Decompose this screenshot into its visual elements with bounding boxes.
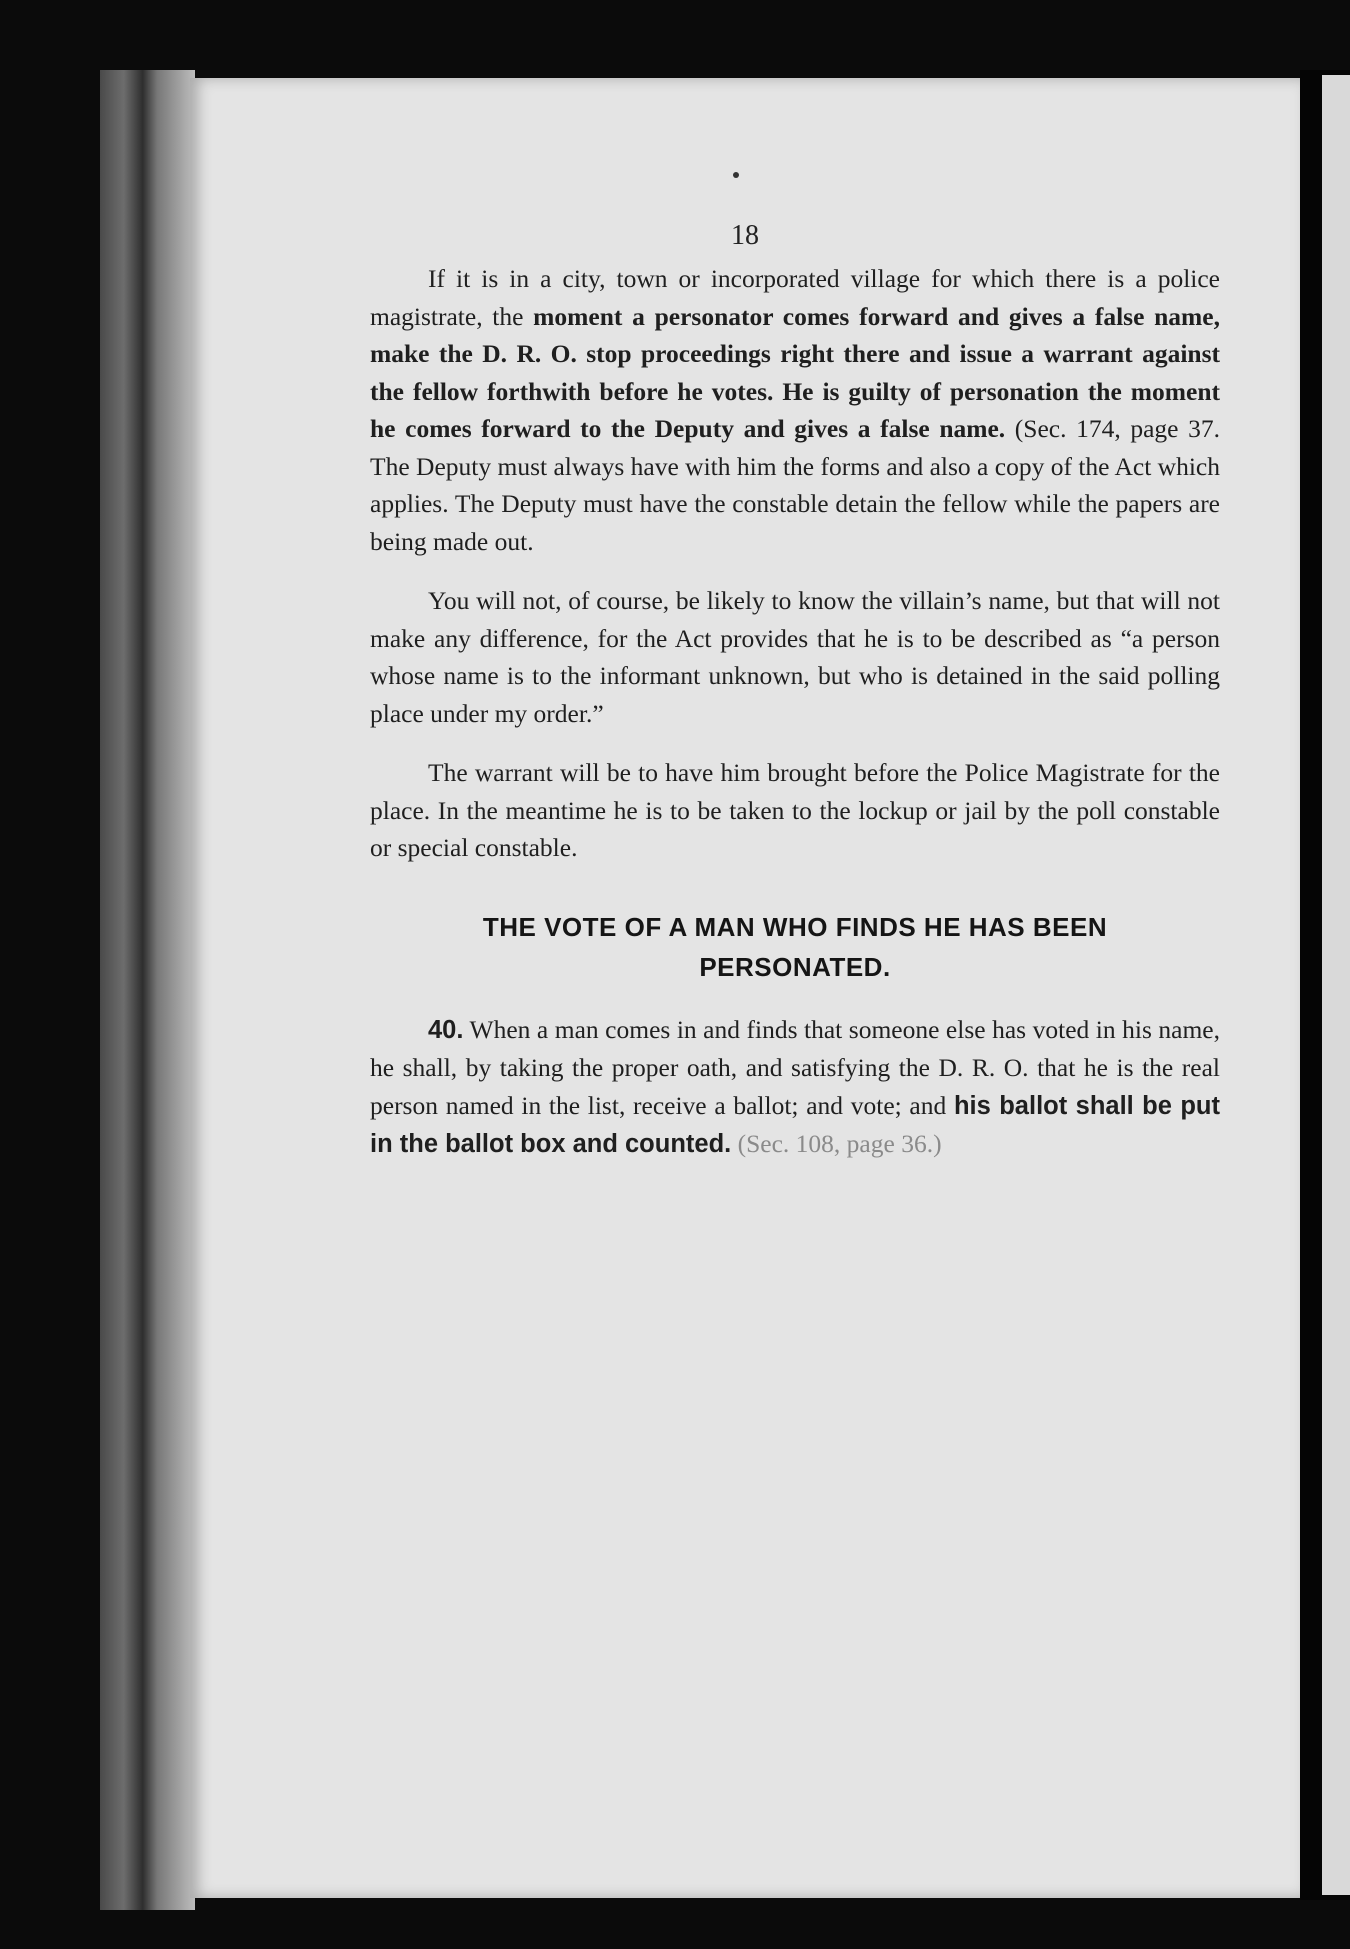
book-page — [190, 78, 1300, 1898]
paragraph-villain-name: You will not, of course, be likely to know the villain’s name, but that will not make any difference, for the Act provides that he is to be described as “a person whose name is to the informant unknown, but who is detained in the said polling place under my order.” — [370, 586, 1220, 728]
paragraph-1-rest: (Sec. 174, page 37. The Deputy must always have with him the forms and also a copy of the Act which applies. The Deputy must have the constable detain the fellow while the papers are being made out. — [370, 414, 1220, 556]
next-page-sliver — [1322, 75, 1350, 1895]
paragraph-40-text: When a man comes in and finds that someone else has voted in his name, he shall, by taking the proper oath, and satisfying the D. R. O. that he is the real person named in the list, receive a ballot; and vote; and — [370, 1014, 1220, 1120]
section-heading-line-2: PERSONATED. — [699, 951, 891, 982]
paragraph-40-emphasis: his ballot shall be put in the ballot box and counted. — [370, 1091, 1220, 1158]
paragraph-1-emphasis: moment a personator comes forward and gives a false name, make the D. R. O. stop proceedings right there and issue a warrant against the fellow forthwith before he votes. He is guilty of personation the moment he comes forward to the Deputy and gives a false name. — [370, 301, 1220, 443]
paragraph-police-magistrate — [370, 260, 1220, 560]
paragraph-40-citation: (Sec. 108, page 36.) — [731, 1129, 942, 1158]
section-heading — [370, 907, 1220, 987]
page-number: 18 — [731, 220, 759, 251]
paragraph-warrant: The warrant will be to have him brought before the Police Magistrate for the place. In the meantime he is to be taken to the lockup or jail by the poll constable or special constable. — [370, 758, 1220, 862]
paragraph-1-intro: If it is in a city, town or incorporated village for which there is a police magistrate, the — [370, 264, 1220, 331]
paragraph-40 — [370, 1011, 1220, 1164]
paragraph-number: 40. — [428, 1015, 464, 1044]
section-heading-line-1: THE VOTE OF A MAN WHO FINDS HE HAS BEEN — [482, 911, 1108, 942]
page-speck — [733, 172, 739, 178]
book-spine-edge — [100, 70, 195, 1910]
page-body — [370, 260, 1220, 1186]
